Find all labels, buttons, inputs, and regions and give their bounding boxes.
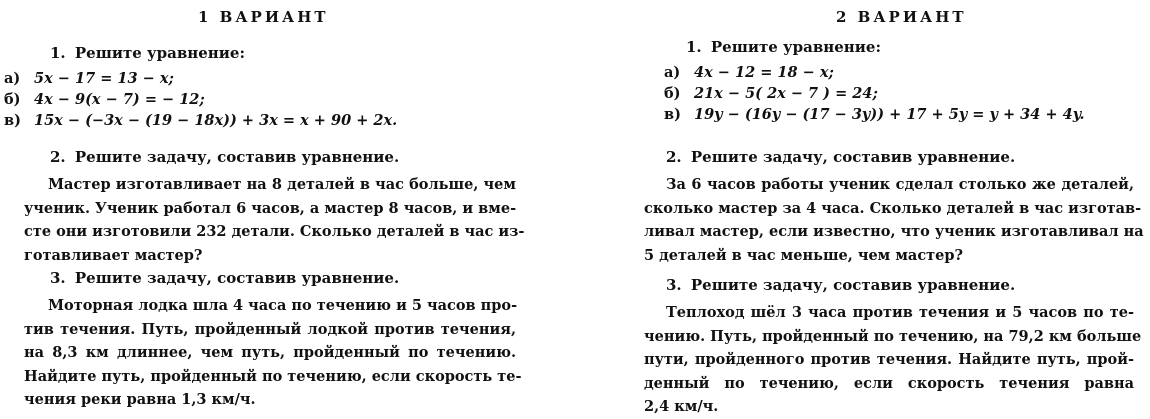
v2-task1-item-a [664,64,834,81]
v1-task2-line-4: готавливает мастер? [24,246,203,264]
v2-task2-text [644,173,1144,267]
v2-task2-number: 2. [666,148,682,166]
v1-task2-line-1: Мастер изготавливает на 8 деталей в час больше, чем [48,176,516,193]
v2-task2-heading [666,148,1015,166]
v2-task3-line-5: 2,4 км/ч. [644,398,719,415]
v1-task1-item-a-label: а) [4,70,21,87]
v2-task1-heading-text: Решите уравнение: [710,38,881,56]
v2-task3-number: 3. [666,276,682,294]
v2-task1-item-b-equation: 21x − 5( 2x − 7 ) = 24; [694,85,878,102]
v2-task3-line-2: чению. Путь, пройденный по течению, на 79,2 км больше [644,327,1142,345]
v1-task3-number: 3. [50,269,66,287]
v1-task3-heading-text: Решите задачу, составив уравнение. [74,269,400,287]
v1-task1-heading [50,44,245,62]
v1-task2-heading-text: Решите задачу, составив уравнение. [74,148,400,166]
v1-task3-line-1: Моторная лодка шла 4 часа по течению и 5 часов про- [48,297,518,314]
v1-task1-item-c-equation: 15x − (−3x − (19 − 18x)) + 3x = x + 90 + 2x. [34,112,398,129]
v1-task3-line-5: чения реки равна 1,3 км/ч. [24,391,256,408]
v2-task1-item-b [664,85,878,102]
v1-task2-line-2: ученик. Ученик работал 6 часов, а мастер 8 часов, и вме- [24,199,517,217]
v1-task1-heading-text: Решите уравнение: [74,44,245,62]
v1-task3-heading [50,269,399,287]
v2-task1-item-b-label: б) [664,85,681,102]
v1-task3-line-2: тив течения. Путь, пройденный лодкой против течения, [24,320,516,338]
v1-task2-number: 2. [50,148,66,166]
v2-task1-heading [686,38,881,56]
v2-task3-line-1: Теплоход шёл 3 часа против течения и 5 часов по те- [666,304,1134,321]
v2-task3-line-3: пути, пройденного против течения. Найдите путь, прой- [644,351,1134,368]
v2-task1-item-c [664,106,1085,123]
v2-task1-number: 1. [686,38,702,56]
v2-task2-line-4: 5 деталей в час меньше, чем мастер? [644,246,963,264]
v1-task1-item-b [4,91,205,108]
v2-task1-item-a-label: а) [664,64,681,81]
v2-task2-line-1: За 6 часов работы ученик сделал столько же деталей, [666,176,1134,193]
v1-task1-item-b-label: б) [4,91,21,108]
v2-task1-item-a-equation: 4x − 12 = 18 − x; [694,64,834,81]
v2-task1-item-c-label: в) [664,106,681,123]
v1-task1-item-c [4,112,397,129]
v2-task2-heading-text: Решите задачу, составив уравнение. [690,148,1016,166]
variant-2-title: 2 ВАРИАНТ [836,8,967,26]
v2-task3-line-4: денный по течению, если скорость течения равна [644,374,1134,392]
v2-task3-text [644,301,1142,419]
v1-task2-text [24,173,525,267]
v1-task3-line-3: на 8,3 км длиннее, чем путь, пройденный по течению. [24,344,516,361]
v1-task3-text [24,294,522,412]
v2-task2-line-3: ливал мастер, если известно, что ученик изготавливал на [644,223,1144,240]
v2-task1-item-c-equation: 19y − (16y − (17 − 3y)) + 17 + 5y = y + 34 + 4y. [694,106,1085,123]
v1-task2-line-3: сте они изготовили 232 детали. Сколько деталей в час из- [24,223,525,240]
v1-task1-number: 1. [50,44,66,62]
v2-task3-heading [666,276,1015,294]
v1-task2-heading [50,148,399,166]
v2-task3-heading-text: Решите задачу, составив уравнение. [690,276,1016,294]
v2-task2-line-2: сколько мастер за 4 часа. Сколько деталей в час изготав- [644,199,1142,217]
v1-task3-line-4: Найдите путь, пройденный по течению, если скорость те- [24,367,522,385]
v1-task1-item-b-equation: 4x − 9(x − 7) = − 12; [34,91,205,108]
variant-1-title: 1 ВАРИАНТ [198,8,329,26]
v1-task1-item-a-equation: 5x − 17 = 13 − x; [34,70,174,87]
v1-task1-item-a [4,70,174,87]
v1-task1-item-c-label: в) [4,112,21,129]
